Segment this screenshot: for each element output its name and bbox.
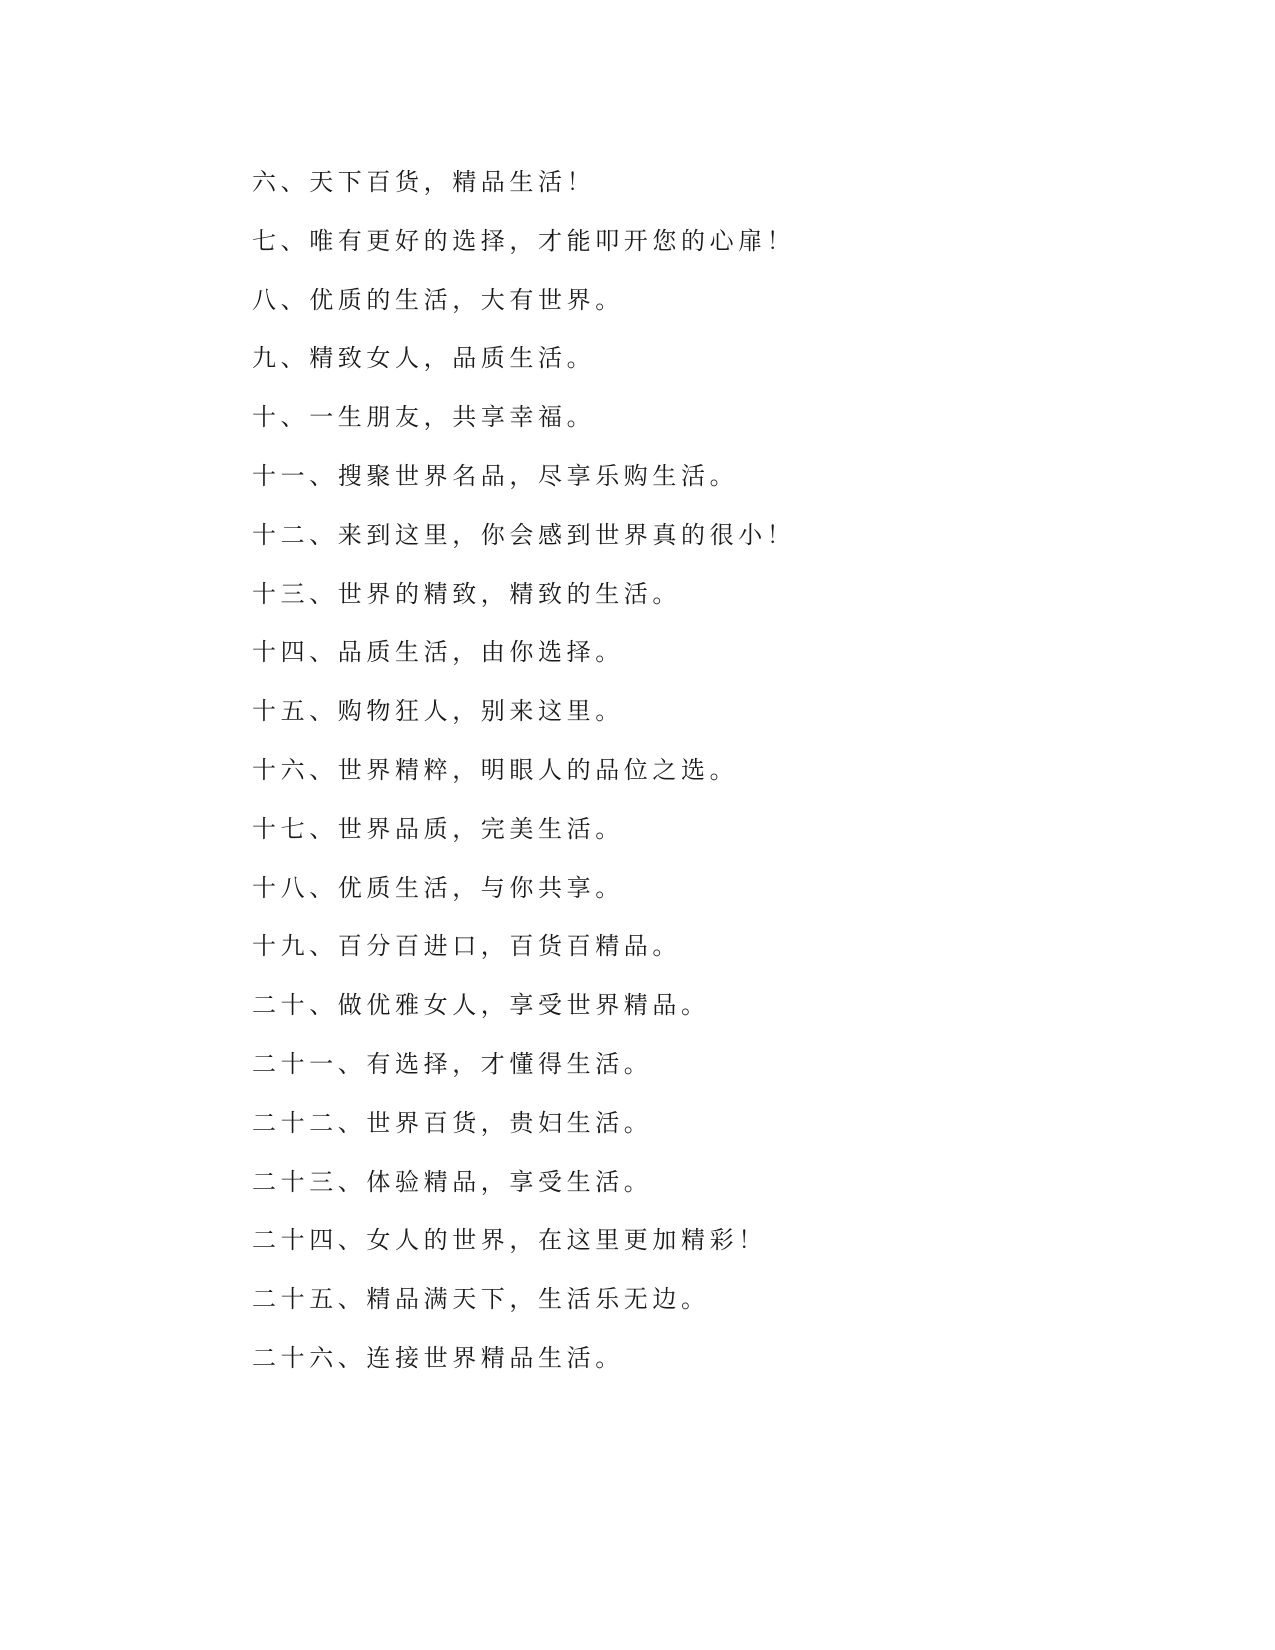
slogan-line: 九、精致女人，品质生活。	[252, 344, 596, 373]
slogan-line: 二十五、精品满天下，生活乐无边。	[252, 1285, 710, 1314]
slogan-line: 二十三、体验精品，享受生活。	[252, 1167, 653, 1196]
slogan-list	[252, 160, 795, 1395]
slogan-line: 二十六、连接世界精品生活。	[252, 1343, 624, 1372]
slogan-line: 二十、做优雅女人，享受世界精品。	[252, 991, 710, 1020]
slogan-line: 六、天下百货，精品生活！	[252, 168, 596, 196]
slogan-line: 二十二、世界百货，贵妇生活。	[252, 1108, 653, 1137]
slogan-line: 十三、世界的精致，精致的生活。	[252, 579, 681, 608]
slogan-line: 十、一生朋友，共享幸福。	[252, 403, 596, 432]
slogan-line: 十六、世界精粹，明眼人的品位之选。	[252, 755, 739, 784]
slogan-line: 二十一、有选择，才懂得生活。	[252, 1049, 653, 1078]
slogan-line: 十四、品质生活，由你选择。	[252, 638, 624, 667]
slogan-line: 十八、优质生活，与你共享。	[252, 873, 624, 902]
slogan-line: 十二、来到这里，你会感到世界真的很小！	[252, 520, 796, 549]
slogan-line: 七、唯有更好的选择，才能叩开您的心扉！	[252, 226, 796, 255]
slogan-line: 八、优质的生活，大有世界。	[252, 285, 624, 314]
slogan-line: 十一、搜聚世界名品，尽享乐购生活。	[252, 461, 739, 490]
slogan-line: 十五、购物狂人，别来这里。	[252, 697, 624, 726]
slogan-line: 二十四、女人的世界，在这里更加精彩！	[252, 1226, 767, 1255]
slogan-line: 十七、世界品质，完美生活。	[252, 814, 624, 843]
slogan-line: 十九、百分百进口，百货百精品。	[252, 932, 681, 961]
